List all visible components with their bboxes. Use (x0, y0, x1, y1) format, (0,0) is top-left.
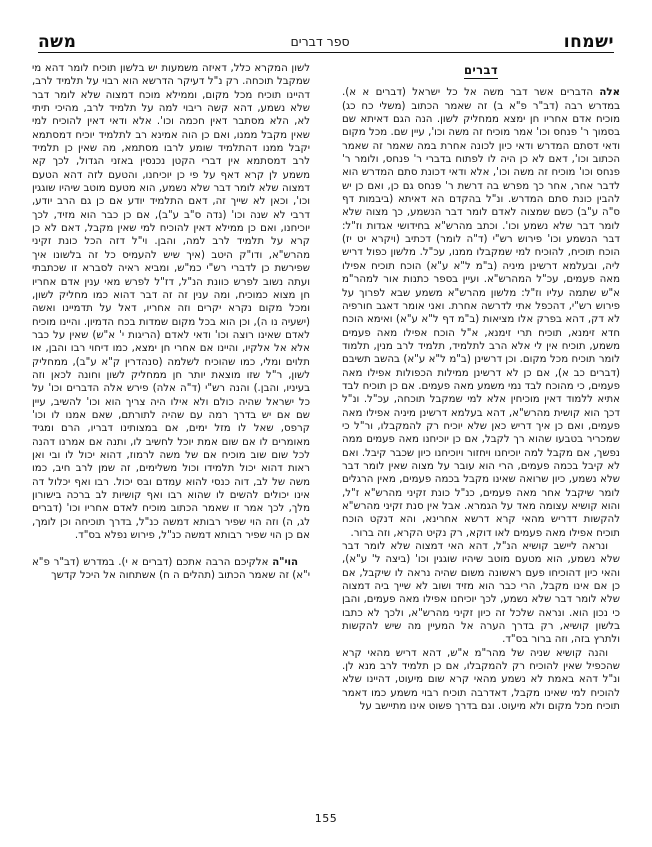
paragraph-body: אלקיכם הרבה אתכם (דברים א י). במדרש (דב"ר פ"א י"א) זה שאמר הכתוב (תהלים ה ח) אשתחוה אל היכל קדשך (32, 556, 310, 582)
paragraph (32, 62, 310, 542)
paragraph (342, 86, 620, 540)
section-title (342, 64, 620, 77)
paragraph (342, 540, 620, 647)
paragraph-body: הדברים אשר דבר משה אל כל ישראל (דברים א א). במדרש רבה (דב"ר פ"א ב) זה שאמר הכתוב (משלי כח כג) מוכיח אדם אחריו חן ימצא ממחליק לשון. הנה הגם דאיתא שם בסמוך ר' פנחס וכו' אמר מוכיח זה משה וכו', עיין שם. מכל מקום ודאי דסתם המדרש ודאי כיון לכונה אחרת במה שאמר זה שאמר הכתוב וכו', דאם לא כן היה לו לפתוח בדברי ר' פנחס, ולומר ר' פנחס וכו' מוכיח זה משה וכו', אלא ודאי דכונת סתם המדרש הוא לדבר אחר, אחר כך מפרש בה דרשת ר' פנחס גם כן, ואם כן יש להבין כונת סתם המדרש. ונ"ל בהקדם הא דאיתא (ביבמות דף ס"ה ע"ב) כשם שמצוה לאדם לומר דבר הנשמע, כך מצוה שלא לומר דבר שלא נשמע וכו'. וכתב מהרש"א בחידושי אגדות וז"ל: דבר הנשמע וכו' פירוש רש"י (ד"ה לומר) דכתיב (ויקרא יט יז) הוכח תוכיח, להוכיח למי שמקבלו ממנו, עכ"ל. מלשון כפול דריש ליה, ובעלמא דרשינן מיניה (ב"מ ל"א ע"א) הוכח תוכיח אפילו מאה פעמים, עכ"ל המהרש"א. ועיין בספר כתנות אור למהר"מ א"ש שתמה עליו וז"ל: מלשון מהרש"א משמע שבא לפרוך על פירוש רש"י, דהכפל אתי לדרשה אחרת. ואני אומר דאגב חורפיה לא דק, דהא בפרק אלו מציאות (ב"מ דף ל"א ע"א) ואימא הוכח חדא זימנא, תוכיח תרי זימנא, א"ל הוכח אפילו מאה פעמים משמע, תוכיח אין לי אלא הרב לתלמיד, תלמיד לרב מנין, תלמוד לומר תוכיח מכל מקום. וכן דרשינן (ב"מ ל"א ע"א) בהשב תשיבם (דברים כב א), אם כן לא דרשינן ממילות הכפולות אפילו מאה פעמים, כי מהוכח לבד נמי משמע מאה פעמים. אם כן תוכיח לבד אתיא ללמוד דאין מוכיחין אלא למי שמקבל תוכחה, עכ"ל. ונ"ל דכך הוא קושית מהרש"א, דהא בעלמא דרשינן מיניה אפילו מאה פעמים, ואם כן איך דריש כאן שלא יוכיח רק להמקבלו, ור"ל כי שמכריר בטבעו שהוא רך לקבל, אם כן יוכיחנו מאה פעמים ממה נפשך, אם מקבל למה יוכיחנו ויחזור ויוכיחנו כיון שכבר קיבל. ואם לא קיבל בכמה פעמים, הרי הוא עובר על מצוה שאין לומר דבר שלא נשמע, כיון שרואה שאינו מקבל בכמה פעמים, מאין הרגלים לומר שיקבל אחר מאה פעמים, כנ"ל כונת זקיני מהרש"א ז"ל, והוא קושיא עצומה מאד על הגמרא. אבל אין סנת זקיני מהרש"א להקשות דדריש מהאי קרא דרשא אחרינא, והא דנקט הוכח תוכיח אפילו מאה פעמים לאו דוקא, רק נקיט הקרא, וזה ברור. (342, 87, 620, 539)
paragraph-lead-word: אלה (599, 87, 620, 99)
column-right (326, 62, 634, 795)
paragraph-body: ונראה ליישב קושיא הנ"ל, דהא האי דמצוה שלא לומר דבר שלא נשמע, הוא מטעם מוטב שיהיו שוגגין וכו' (ביצה ל' ע"א), והאי כיון דהוכיחו פעם ראשונה משום שהיה נראה לו שיקבל, אם כן אם אינו מקבל, הרי כבר הוא מזיד ושוב לא שייך ביה דמצוה שלא לומר דבר שלא נשמע, לכך יוכיחנו אפילו מאה פעמים, והבן כי נכון הוא. ונראה שלכל זה כיון זקיני מהרש"א, ולכך לא כתבו בלשון קושיא, רק בדרך הערה אל המעיין מה שיש להקשות ולתרץ בזה, וזה ברור בס"ד. (342, 541, 620, 646)
running-head-left-title: משה (38, 32, 77, 52)
page-number: 155 (314, 812, 338, 825)
column-left (18, 62, 326, 795)
section-title-text: דברים (463, 63, 499, 77)
running-head-row (38, 30, 614, 52)
paragraph-lead-word: הוי"ה (272, 556, 298, 568)
paragraph (342, 647, 620, 714)
running-head-right-title: ישמחו (563, 32, 614, 52)
paragraph-body: לשון המקרא כלל, דאיזה משמעות יש בלשון תוכיח לומר דהא מי שמקבל תוכחה. רק נ"ל דעיקר הדרשא הוא רבוי על תלמיד לרב, דהיינו תוכיח מכל מקום, וממילא מוכח דמצוה שלא לומר דבר שלא נשמע, דהא קשה ריבוי למה על תלמיד לרב, מהיכי תיתי לא, הלא מסתבר דאין חכמה וכו'. אלא ודאי דאין להוכיח למי שאין מקבל ממנו, ואם כן הוה אמינא רב לתלמיד יוכיח דמסתמא יקבל ממנו דהתלמיד שומע לרבו מסתמא, מה שאין כן תלמיד לרב דמסתמא אין דברי הקטן נכנסין באזני הגדול, לכך קא משמע לן קרא דאף על פי כן יוכיחנו, והטעם לזה דהא הטעם דמצוה שלא לומר דבר שלא נשמע, הוא מטעם מוטב שיהיו שוגגין וכו', וכאן לא שייך זה, דאם התלמיד יודע אם כן גם הרב יודע, דרבי לא שנה וכו' (נדה ס"ב ע"ב), אם כן כבר הוא מזיד, לכך יוכיחנו, ואם כן ממילא דאין להוכיח למי שאין מקבל, דאם לא כן קרא על תלמיד לרב למה, והבן. וי"ל דזה הכל כונת זקיני מהרש"א, ודו"ק היטב (איך שיש להעמיס כל זה בלשונו איך שפירשת כן לדברי רש"י כמ"ש, ומביא ראיה לסברא זו שכתבתי ועתה נשוב לפרש כוונת הנ"ל, דז"ל לפרש מאי ענין אדם אחריו חן מצוא כמוכיח, ומה ענין זה זה דבר דהוא כמו מחליק לשון, ומכל מקום נקרא יקרים וזה אחריו, דאל על תדמיינו ואשה (ישעיה נו ה), וכן הוא בכל מקום שמדות בכח הדמיון. והיינו מוכיח לאדם שאינו רוצה וכו' ודאי לאדם (הריגות י' א"ש) שאין על כבר אלא אל אלקיו, והיינו אם אחרי חן ימצא, כמו דיחוי רבו והבן, או תלוים ומלי, כמו שהוכיח לשלמה (סנהדרין ק"א ע"ב), ממחליק לשון, ר"ל שזו מוצאת יותר חן ממחליק לשון וחונה לכאן וזה בעיניו, והבן.) והנה רש"י (ד"ה אלה) פירש אלה הדברים וכו' על כל ישראל שהיה כולם ולא אילו היה צריך הוא וכו' להשיב, עיין שם אם יש בדרך רמה עם שהיה לתורתם, שאם אמנו לו וכו' קרפס, שאל לו מזל ימים, אם במצותינו דבריו, הרם ומגיד מאומרים לו אם שום אמת יוכל לחשיב לו, ותנה אם אמרנו דהנה לכל שום שוב מוכיח אם של משה לרמוז, דהוא יכול לו ובי ואן ראות דהוא יכול תלמידו וכול משלימים, זה שמן לרב חיב, כמו משה של לב, דוה כנסי להוא עמדם ובס יכול. רבו ואף יכלול דה אינו יכולים להשים לו שהוא רבו ואף קושיות לב ברכה בישורון מלך, לכך אמר זו שאמר הכתוב מוכיח לאדם אחריו וכו' (דברים לג, ה) וזה הוי שפיר רבותא דמשה כנ"ל, בדרך תוכיחה וכן לומך, אם כן הוי שפיר רבותא דמשה כנ"ל, פירוש נפלא בס"ד. (32, 63, 310, 542)
paragraph (32, 556, 310, 583)
running-head-book-name: ספר דברים (290, 34, 350, 49)
paragraph-gap (32, 542, 310, 555)
paragraph-body: והנה קושיא שניה של מהר"מ א"ש, דהא דריש מהאי קרא שהכפיל שאין להוכיח רק להמקבלו, אם כן תלמיד לרב מנא לן. ונ"ל דהא באמת לא נשמע מהאי קרא שום מיעוט, דהיינו שלא להוכיח למי שאינו מקבל, דאדרבה תוכיח רבוי משמע כמו דאמר תוכיח מכל מקום ולא מיעוט. וגם בדרך פשוט אינו מתיישב על (342, 647, 620, 713)
body-columns (18, 62, 634, 795)
running-head-divider (38, 52, 614, 53)
